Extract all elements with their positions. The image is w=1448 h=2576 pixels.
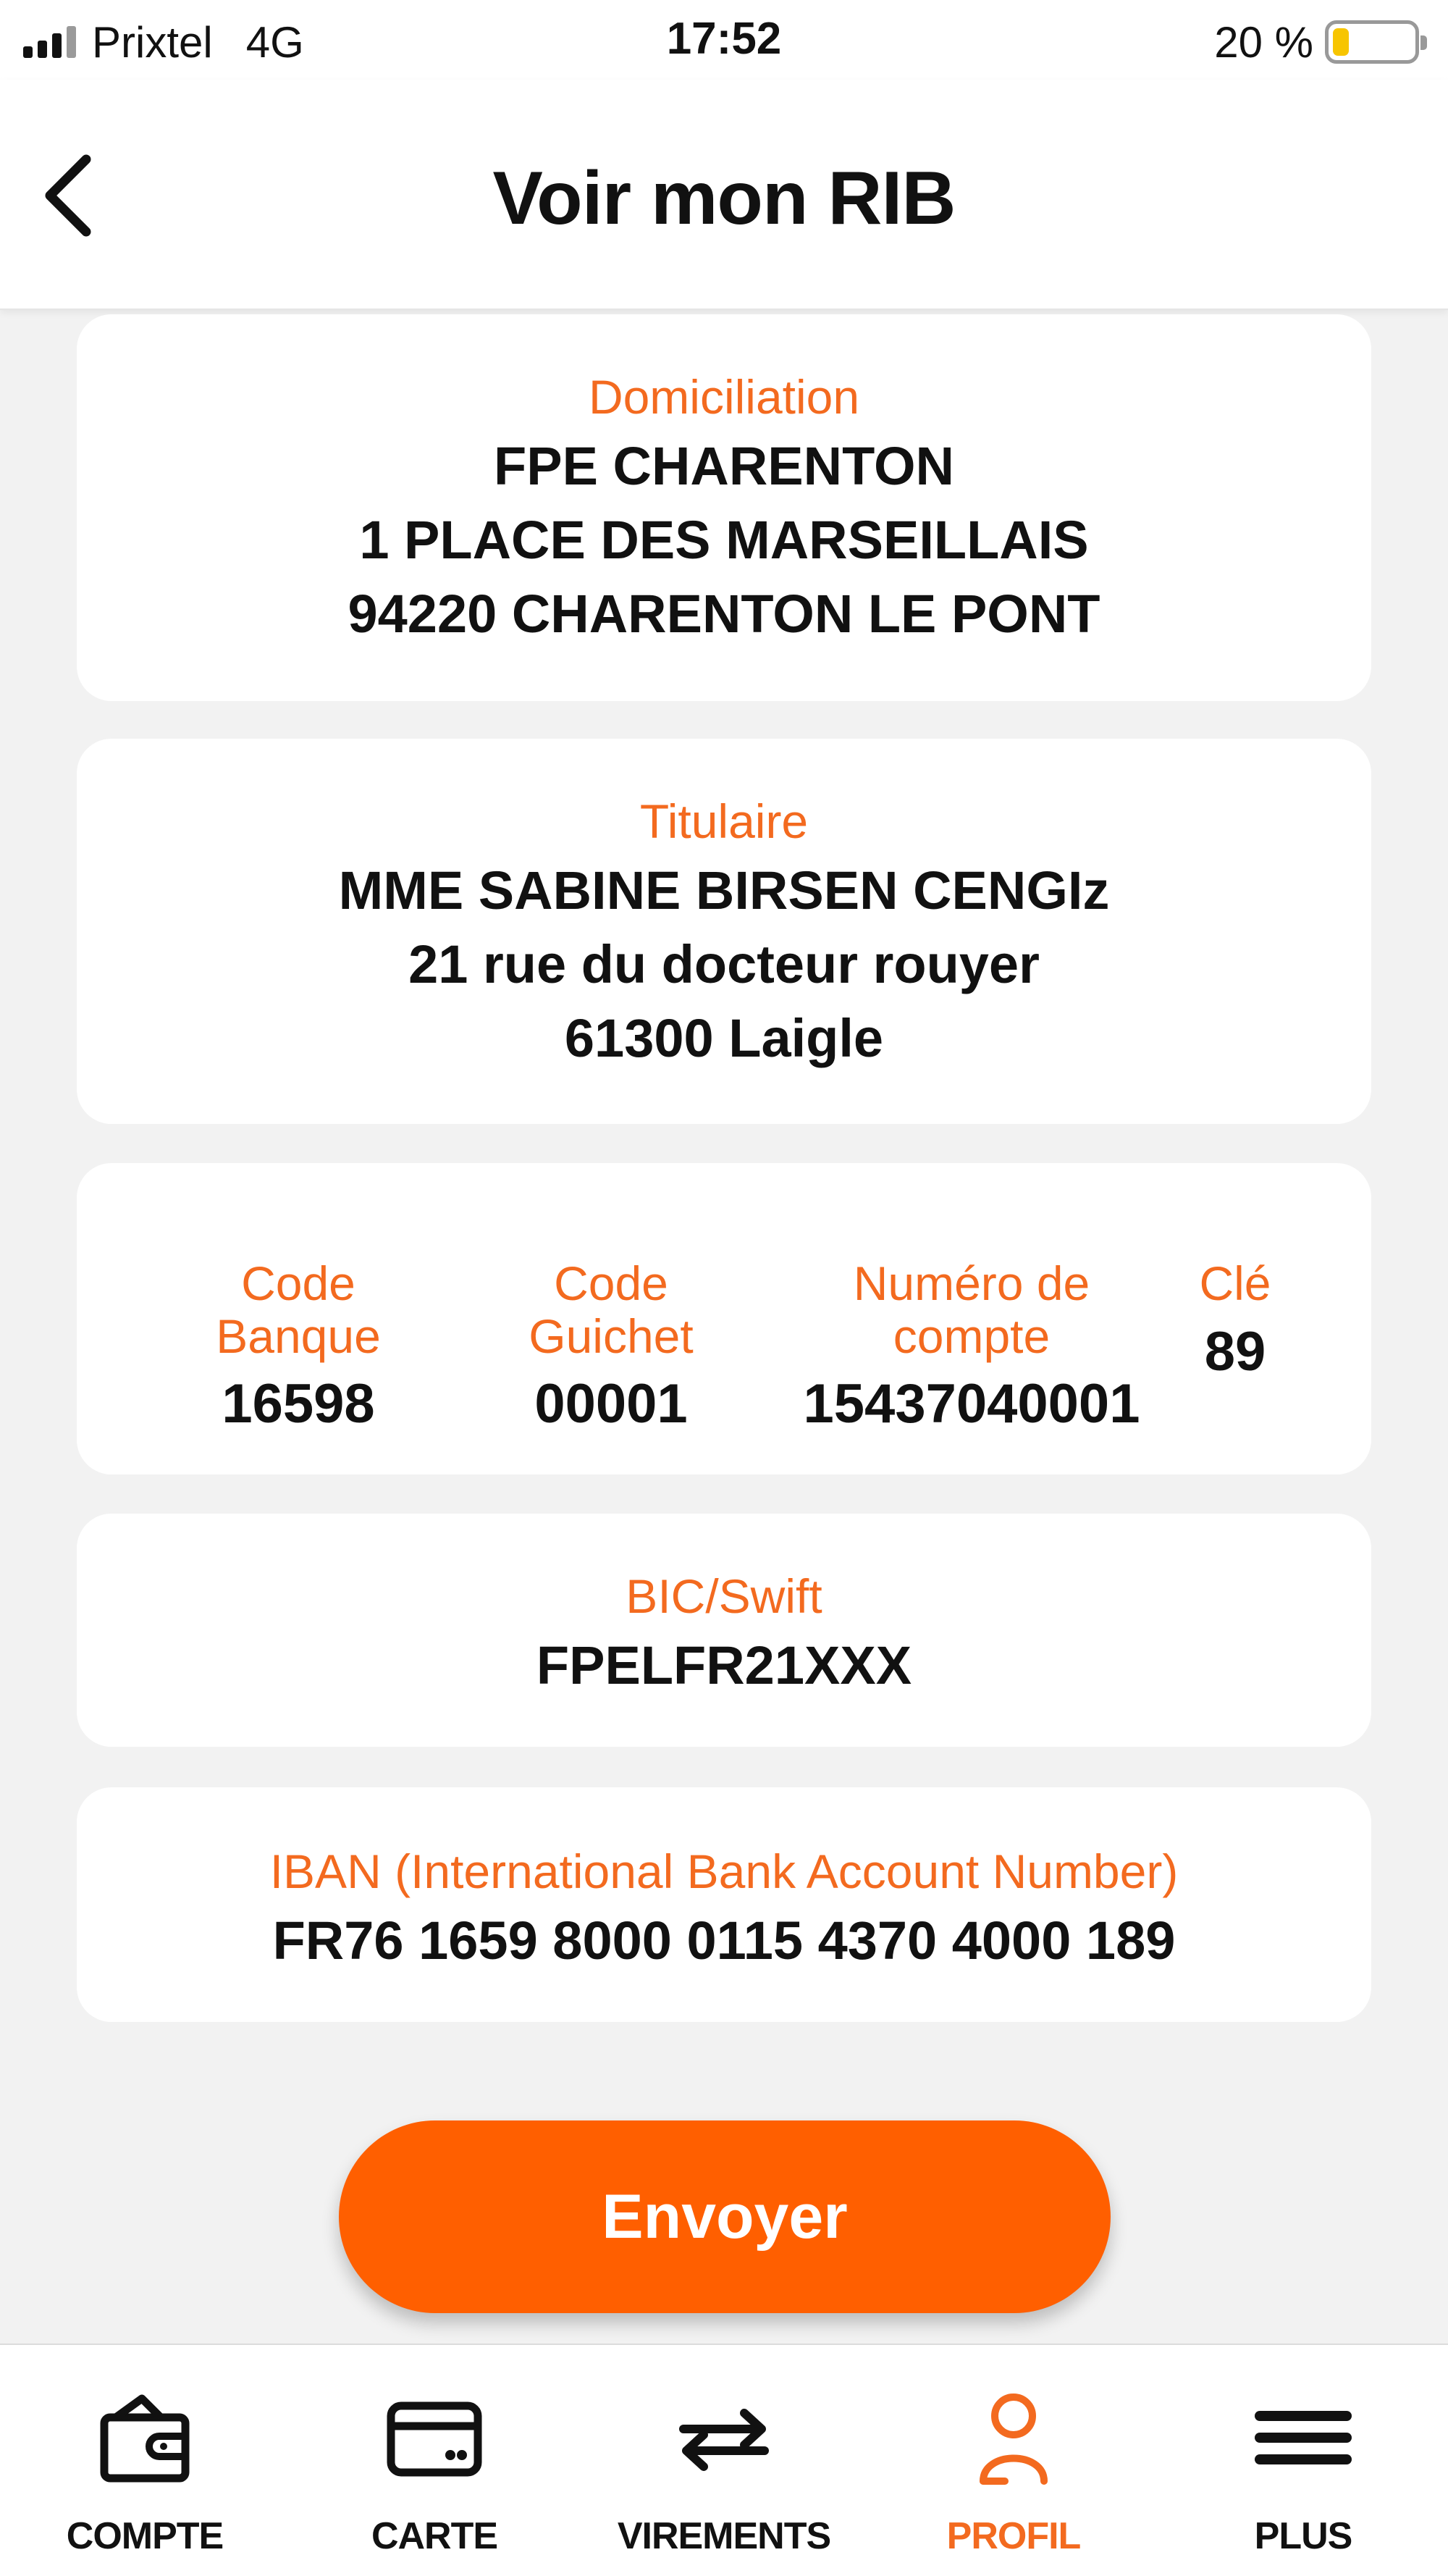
battery-level <box>1333 28 1349 56</box>
nav-item-profil[interactable] <box>869 2345 1158 2576</box>
network-type: 4G <box>245 17 304 67</box>
transfer-arrows-icon <box>673 2388 775 2490</box>
status-time: 17:52 <box>666 14 782 64</box>
domiciliation-line2: 1 PLACE DES MARSEILLAIS <box>359 509 1089 570</box>
numero-compte-value: 15437040001 <box>803 1373 1140 1435</box>
page-header <box>0 80 1448 310</box>
send-button[interactable]: Envoyer <box>339 2120 1111 2313</box>
status-right <box>1214 13 1419 71</box>
titulaire-card <box>77 739 1371 1124</box>
iban-card <box>77 1787 1371 2022</box>
titulaire-line2: 21 rue du docteur rouyer <box>408 934 1040 994</box>
domiciliation-line1: FPE CHARENTON <box>494 435 954 496</box>
code-guichet-label: Code Guichet <box>529 1256 694 1363</box>
nav-label-plus: PLUS <box>1254 2515 1352 2557</box>
status-bar <box>0 0 1448 80</box>
bic-card <box>77 1514 1371 1747</box>
numero-compte-label: Numéro de compte <box>853 1256 1090 1363</box>
domiciliation-label: Domiciliation <box>588 370 860 424</box>
menu-icon <box>1253 2388 1354 2490</box>
code-guichet <box>473 1257 749 1443</box>
titulaire-line3: 61300 Laigle <box>564 1007 884 1068</box>
wallet-icon <box>94 2388 195 2490</box>
nav-item-compte[interactable] <box>0 2345 290 2576</box>
code-banque-label: Code Banque <box>216 1256 381 1363</box>
battery-icon <box>1325 20 1419 64</box>
titulaire-line1: MME SABINE BIRSEN CENGIz <box>338 860 1110 920</box>
nav-label-virements: VIREMENTS <box>617 2515 831 2557</box>
user-icon <box>963 2388 1064 2490</box>
carrier-name: Prixtel <box>92 17 213 67</box>
nav-item-plus[interactable] <box>1158 2345 1448 2576</box>
numero-compte <box>776 1257 1167 1443</box>
cle <box>1184 1257 1286 1390</box>
nav-item-carte[interactable] <box>290 2345 579 2576</box>
code-guichet-value: 00001 <box>534 1373 688 1435</box>
cle-label: Clé <box>1199 1256 1271 1310</box>
domiciliation-line3: 94220 CHARENTON LE PONT <box>348 583 1100 644</box>
bank-codes-card <box>77 1163 1371 1474</box>
nav-label-compte: COMPTE <box>66 2515 224 2557</box>
titulaire-label: Titulaire <box>639 794 809 848</box>
battery-percent: 20 % <box>1214 17 1313 67</box>
iban-label: IBAN (International Bank Account Number) <box>269 1845 1179 1898</box>
credit-card-icon <box>384 2388 485 2490</box>
iban-value: FR76 1659 8000 0115 4370 4000 189 <box>272 1910 1176 1971</box>
bic-label: BIC/Swift <box>626 1569 822 1623</box>
nav-label-profil: PROFIL <box>946 2515 1081 2557</box>
code-banque <box>175 1257 421 1443</box>
code-banque-value: 16598 <box>222 1373 375 1435</box>
bank-codes-row <box>77 1256 1371 1435</box>
nav-item-virements[interactable] <box>579 2345 869 2576</box>
bottom-nav <box>0 2344 1448 2576</box>
cle-value: 89 <box>1204 1320 1266 1383</box>
page-title: Voir mon RIB <box>492 156 956 240</box>
domiciliation-card <box>77 314 1371 701</box>
nav-label-carte: CARTE <box>371 2515 498 2557</box>
bic-value: FPELFR21XXX <box>536 1635 912 1695</box>
